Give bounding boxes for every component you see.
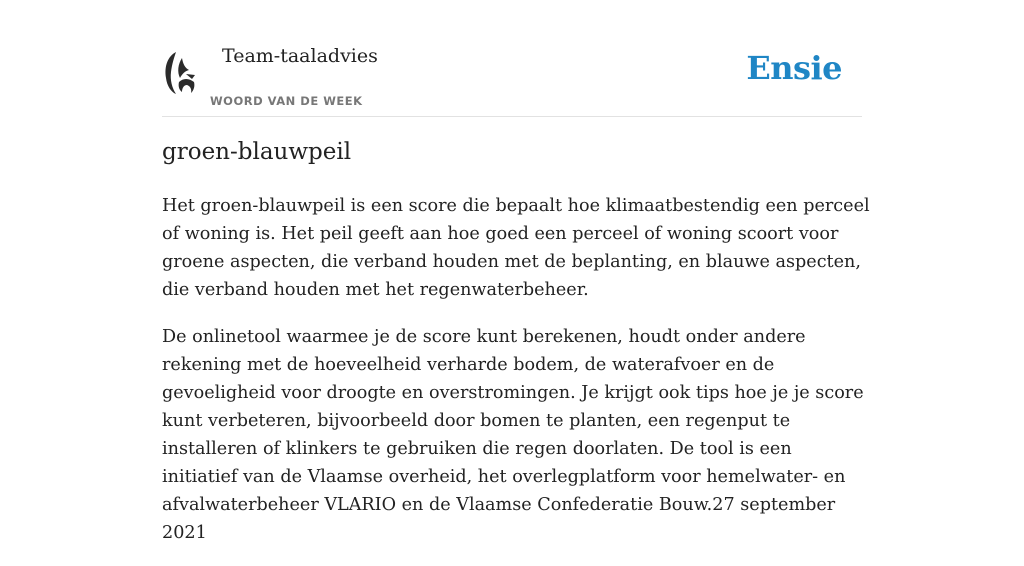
flemish-lion-logo-icon bbox=[162, 48, 198, 96]
section-subtitle: WOORD VAN DE WEEK bbox=[210, 94, 363, 108]
paragraph-definition: Het groen-blauwpeil is een score die bepaalt hoe klimaatbestendig een perceel of woning is. Het peil geeft aan hoe goed een perceel of woning scoort voor groene aspecten, die verband houden met de beplanting, en blauwe aspecten, die verband houden met het regenwaterbeheer. bbox=[162, 196, 870, 300]
publication-date: 27 september 2021 bbox=[162, 495, 836, 543]
paragraph-explanation-text: De onlinetool waarmee je de score kunt berekenen, houdt onder andere rekening met de hoeveelheid verharde bodem, de waterafvoer en de gevoeligheid voor droogte en overstromingen. Je krijgt ook tips hoe je je score kunt verbeteren, bijvoorbeeld door bomen te planten, een regenput te installeren of klinkers te gebruiken die regen doorlaten. De tool is een initiatief van de Vlaamse overheid, het overlegplatform voor hemelwater- en afvalwaterbeheer VLARIO en de Vlaamse Confederatie Bouw. bbox=[162, 327, 864, 515]
brand-logo[interactable]: Ensie bbox=[746, 49, 842, 87]
author-name: Team-taaladvies bbox=[222, 45, 378, 67]
word-card bbox=[162, 0, 870, 543]
card-header bbox=[162, 0, 862, 117]
article-body bbox=[162, 192, 872, 566]
paragraph-explanation bbox=[162, 323, 872, 547]
word-title: groen-blauwpeil bbox=[162, 139, 352, 165]
